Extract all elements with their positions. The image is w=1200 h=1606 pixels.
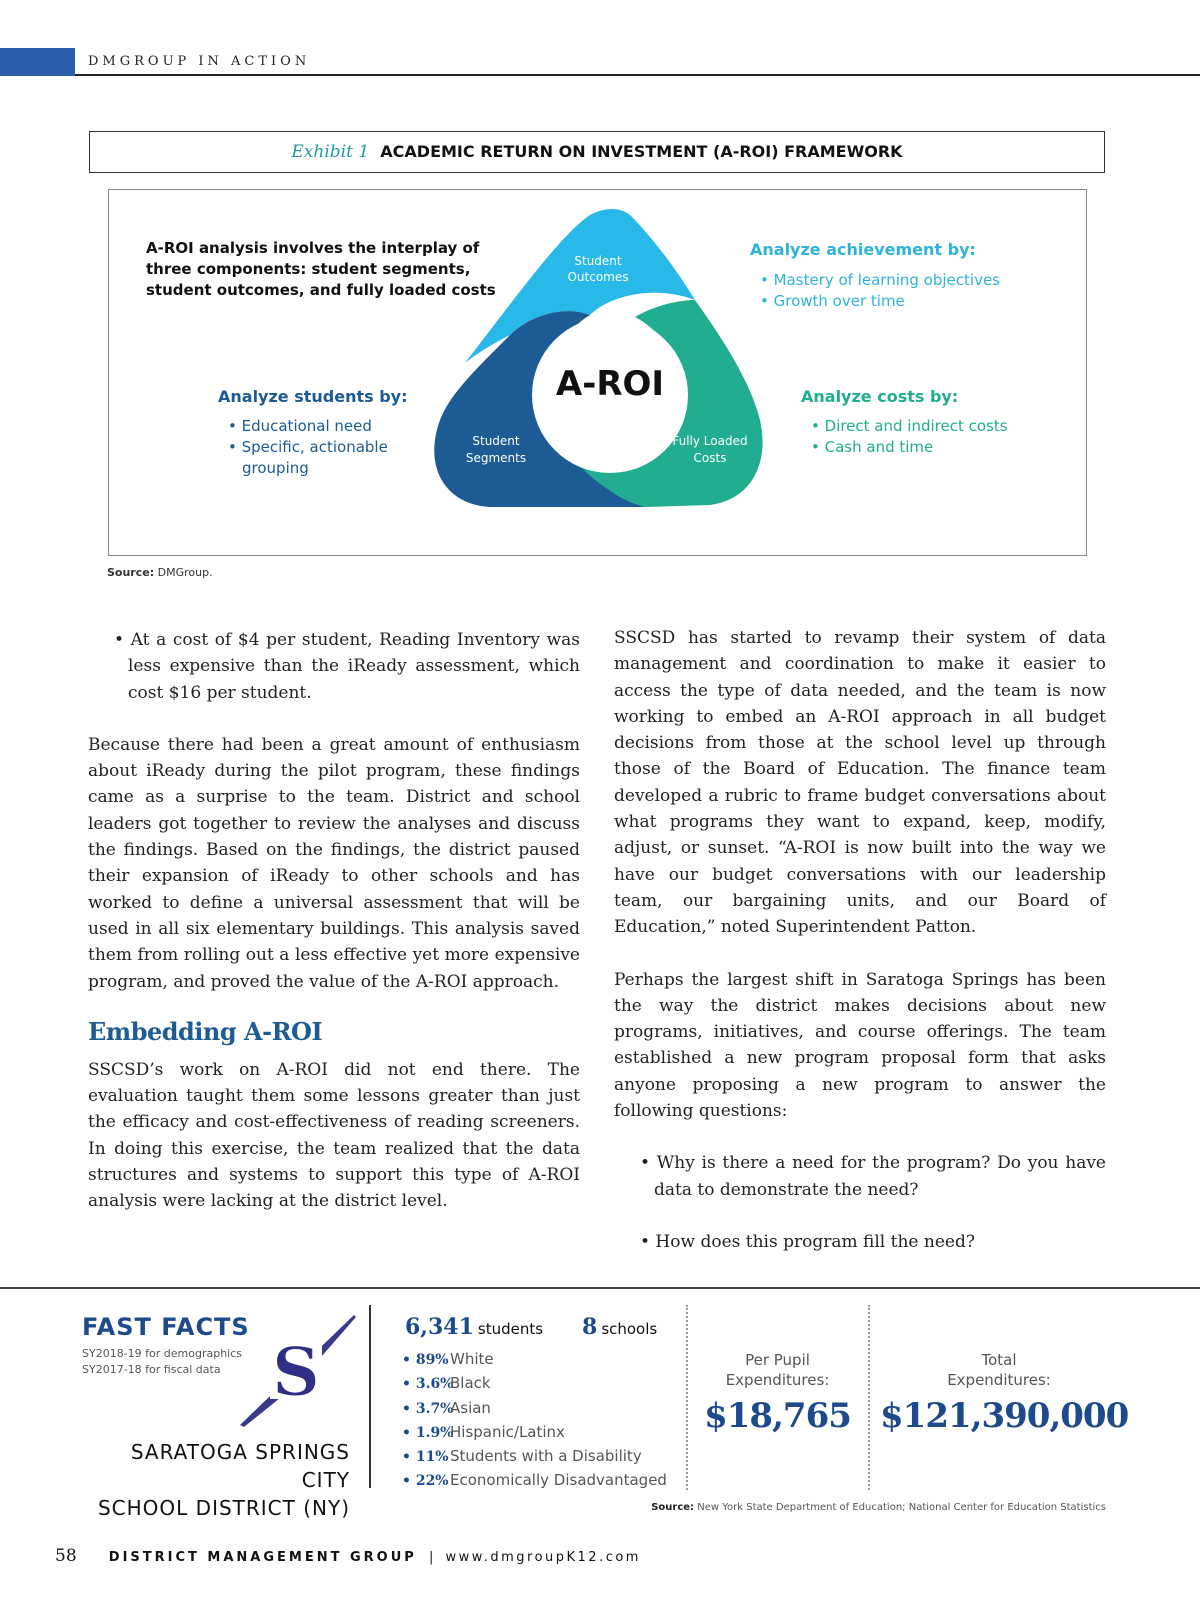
district-name-line2: SCHOOL DISTRICT (NY) <box>97 1496 350 1520</box>
per-pupil-label-line2: Expenditures: <box>725 1371 830 1389</box>
achievement-list <box>760 270 1000 312</box>
demographic-pct: • 11% <box>402 1449 449 1466</box>
logo-letter: S <box>272 1333 320 1411</box>
students-list <box>228 416 408 479</box>
district-name <box>80 1438 350 1522</box>
header-rule <box>75 74 1200 76</box>
body-paragraph: Because there had been a great amount of enthusiasm about iReady during the pilot program, these findings came as a surprise to the team. District and school leaders got together to review the analyses and discuss the findings. Based on the findings, the district paused their expansion of iReady to other schools and has worked to define a universal assessment that will be used in all six elementary buildings. This analysis saved them from rolling out a less effective yet more expensive program, and proved the value of the A-ROI approach. <box>88 734 580 992</box>
section-heading: Embedding A-ROI <box>88 1016 323 1046</box>
demographic-label: Hispanic/Latinx <box>450 1422 565 1441</box>
schools-value: 8 <box>582 1314 598 1340</box>
costs-label-line2: Costs <box>693 451 727 465</box>
demographic-label: Asian <box>450 1398 491 1417</box>
body-paragraph: SSCSD has started to revamp their system of data management and coordination to make it easier to access the type of data needed, and the team is now working to embed an A-ROI approach in all budget decisions from those at the school level up through those of the Board of Education. The finance team developed a rubric to frame budget conversations about what programs they want to expand, keep, modify, adjust, or sunset. “A-ROI is now built into the way we have our budget conversations with our leadership team, our bargaining units, and our Board of Education,” noted Superintendent Patton. <box>614 628 1106 938</box>
segments-label-line2: Segments <box>465 451 527 465</box>
aroi-cycle-diagram <box>430 205 780 515</box>
costs-heading: Analyze costs by: <box>801 387 959 406</box>
exhibit-number: Exhibit 1 <box>291 142 370 162</box>
costs-list <box>811 416 1008 458</box>
demographic-label: Economically Disadvantaged <box>450 1471 667 1490</box>
costs-label-line1: Fully Loaded <box>672 434 748 448</box>
segments-label-line1: Student <box>472 434 520 448</box>
demographic-row <box>402 1397 667 1421</box>
footer-url[interactable]: www.dmgroupK12.com <box>445 1550 641 1565</box>
per-pupil-value: $18,765 <box>704 1396 851 1436</box>
exhibit-source <box>107 566 213 579</box>
source-label: Source: <box>651 1502 695 1513</box>
students-stat <box>405 1314 543 1340</box>
achievement-heading: Analyze achievement by: <box>750 240 976 259</box>
dotted-divider <box>868 1305 870 1490</box>
diagram-intro: A-ROI analysis involves the interplay of three components: student segments, student outcomes, and fully loaded costs <box>146 239 496 299</box>
exhibit-title-box <box>89 131 1105 173</box>
body-bullet: • Why is there a need for the program? Do you have data to demonstrate the need? <box>640 1153 1106 1200</box>
fast-facts-source <box>500 1502 1106 1513</box>
header-accent-bar <box>0 48 75 76</box>
page-number: 58 <box>55 1546 77 1566</box>
demographic-row <box>402 1348 667 1372</box>
body-paragraph: Perhaps the largest shift in Saratoga Springs has been the way the district makes decisions about new programs, initiatives, and course offerings. The team established a new program proposal form that asks anyone proposing a new program to answer the following questions: <box>614 969 1106 1122</box>
body-bullet: • At a cost of $4 per student, Reading Inventory was less expensive than the iReady assessment, which cost $16 per student. <box>114 630 580 703</box>
students-heading: Analyze students by: <box>218 387 408 406</box>
source-label: Source: <box>107 566 155 579</box>
demographic-pct: • 3.7% <box>402 1400 454 1417</box>
center-label: A-ROI <box>555 364 665 404</box>
demographic-label: Black <box>450 1374 491 1393</box>
dotted-divider <box>686 1305 688 1490</box>
demographic-pct: • 22% <box>402 1473 449 1490</box>
demographic-label: Students with a Disability <box>450 1447 642 1466</box>
source-text: New York State Department of Education; National Center for Education Statistics <box>697 1502 1106 1513</box>
exhibit-title: ACADEMIC RETURN ON INVESTMENT (A-ROI) FRAMEWORK <box>380 142 903 161</box>
demographic-row <box>402 1372 667 1396</box>
outcomes-label-line1: Student <box>574 254 622 268</box>
body-column-left <box>88 627 580 1215</box>
source-text: DMGroup. <box>157 566 213 579</box>
page-footer <box>55 1546 641 1566</box>
demographic-label: White <box>450 1350 494 1368</box>
list-item: • Mastery of learning objectives <box>760 271 1000 289</box>
demographic-pct: • 89% <box>402 1352 449 1368</box>
list-item: • Specific, actionable grouping <box>228 438 388 477</box>
fast-facts-title: FAST FACTS <box>82 1313 250 1341</box>
outcomes-label-line2: Outcomes <box>567 270 629 284</box>
list-item: • Growth over time <box>760 292 905 310</box>
demographic-row <box>402 1421 667 1445</box>
demographic-row <box>402 1445 667 1469</box>
total-label-line2: Expenditures: <box>947 1371 1051 1389</box>
demographics-list <box>402 1348 667 1494</box>
body-paragraph: SSCSD’s work on A-ROI did not end there. The evaluation taught them some lessons greater than just the efficacy and cost-effectiveness of reading screeners. In doing this exercise, the team realized that the data structures and systems to support this type of A-ROI analysis were lacking at the district level. <box>88 1059 580 1212</box>
list-item: • Educational need <box>228 417 372 435</box>
demographic-row <box>402 1469 667 1493</box>
list-item: • Direct and indirect costs <box>811 417 1008 435</box>
schools-stat <box>582 1314 657 1340</box>
fast-facts-subtitle <box>82 1346 242 1378</box>
per-pupil-label-line1: Per Pupil <box>745 1351 810 1369</box>
subtitle-fiscal: SY2017-18 for fiscal data <box>82 1363 221 1376</box>
demographic-pct: • 3.6% <box>402 1376 454 1393</box>
fast-facts-rule <box>0 1287 1200 1289</box>
demographic-pct: • 1.9% <box>402 1424 454 1441</box>
body-bullet: • How does this program fill the need? <box>640 1231 975 1252</box>
footer-separator: | <box>428 1550 434 1565</box>
students-value: 6,341 <box>405 1314 474 1340</box>
per-pupil-label <box>700 1350 855 1390</box>
schools-label: schools <box>601 1320 658 1338</box>
district-name-line1: SARATOGA SPRINGS CITY <box>130 1440 350 1492</box>
students-label: students <box>477 1320 544 1338</box>
total-expenditures-label <box>880 1350 1118 1390</box>
footer-org: DISTRICT MANAGEMENT GROUP <box>108 1550 417 1565</box>
total-label-line1: Total <box>981 1351 1017 1369</box>
section-header: DMGROUP IN ACTION <box>88 54 311 69</box>
total-expenditures-value: $121,390,000 <box>880 1396 1129 1436</box>
subtitle-demographics: SY2018-19 for demographics <box>82 1347 243 1360</box>
fast-facts-divider <box>369 1305 371 1488</box>
list-item: • Cash and time <box>811 438 934 456</box>
body-column-right <box>614 625 1106 1255</box>
district-logo <box>236 1313 356 1429</box>
